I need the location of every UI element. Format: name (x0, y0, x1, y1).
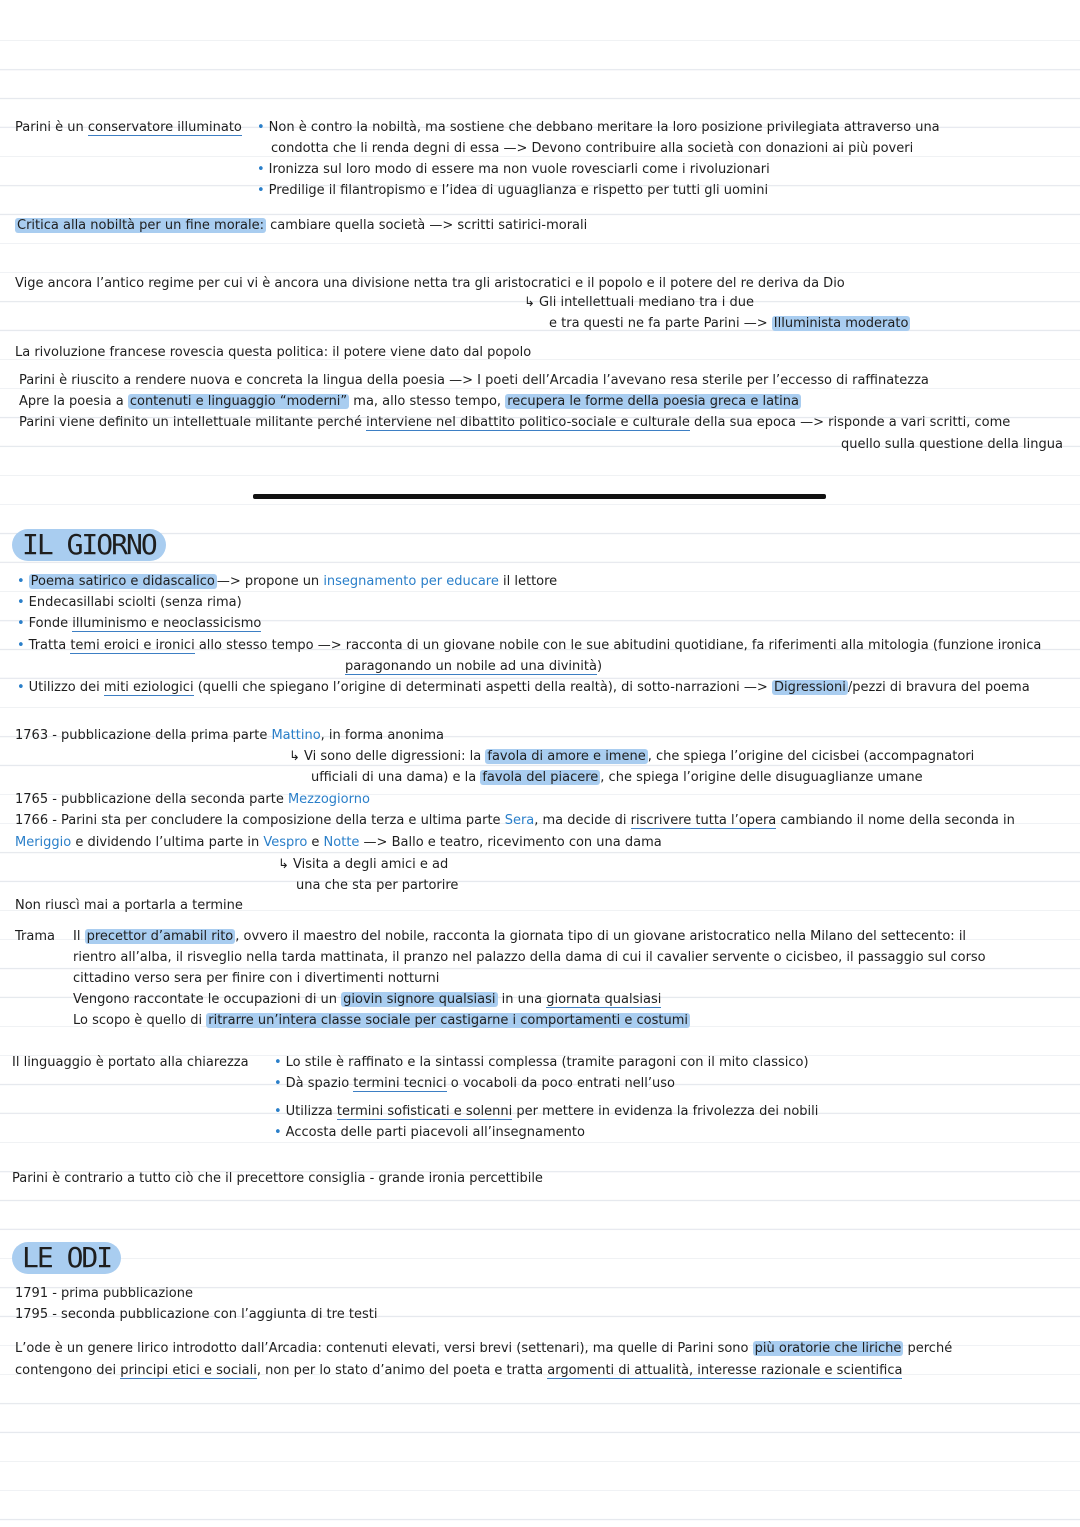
bullet-item: • Predilige il filantropismo e l’idea di uguaglianza e rispetto per tutti gli uomini (257, 183, 769, 198)
highlight: Digressioni (773, 680, 846, 695)
underlined-term: termini tecnici (353, 1076, 447, 1091)
vige-line: Vige ancora l’antico regime per cui vi è ancora una divisione netta tra gli aristocratici e il popolo e il potere del re deriva da Dio (15, 276, 845, 291)
text: perché (903, 1341, 953, 1356)
text: e tra questi ne fa parte Parini —> (549, 316, 772, 331)
text: allo stesso tempo —> racconta di un giovane nobile con le sue abitudini quotidiane, fa riferimenti alla mitologia (funzione ironica (194, 638, 1042, 653)
bullet-item: • Dà spazio termini tecnici o vocaboli da poco entrati nell’uso (274, 1076, 676, 1091)
blue-text: Meriggio (15, 835, 72, 850)
bullet-item: • Fonde illuminismo e neoclassicismo (17, 616, 262, 631)
bullet-item: • Tratta temi eroici e ironici allo stesso tempo —> racconta di un giovane nobile con le sue abitudini quotidiane, fa riferimenti alla mitologia (funzione ironica (17, 638, 1042, 653)
trama-label: Trama (15, 929, 55, 944)
bullet-item: • Poema satirico e didascalico —> propone un insegnamento per educare il lettore (17, 574, 558, 589)
highlight: Illuminista moderato (773, 316, 909, 331)
tra-questi-line (549, 315, 910, 333)
text: L’ode è un genere lirico introdotto dall’Arcadia: contenuti elevati, versi brevi (settenari), ma quelle di Parini sono (15, 1341, 753, 1356)
odi-title: LE ODI (12, 1242, 121, 1274)
blue-text: Vespro (263, 835, 308, 850)
highlight: giovin signore qualsiasi (343, 992, 496, 1007)
text: , ovvero il maestro del nobile, racconta la giornata tipo di un giovane aristocratico nella Milano del settecento: il (235, 929, 967, 944)
text: ufficiali di una dama) e la (311, 770, 481, 785)
bullet-item: • Non è contro la nobiltà, ma sostiene che debbano meritare la loro posizione privilegiata attraverso una (257, 120, 940, 135)
apre-line (19, 393, 801, 411)
blue-text: Notte (323, 835, 360, 850)
bullet-item: • Utilizzo dei miti eziologici (quelli che spiegano l’origine di determinati aspetti della realtà), di sotto-narrazioni —> Digressioni /pezzi di bravura del poema (17, 680, 1030, 695)
text: 1765 - pubblicazione della seconda parte (15, 792, 288, 807)
digressioni-line-2 (311, 769, 923, 787)
y1795-line: 1795 - seconda pubblicazione con l’aggiunta di tre testi (15, 1307, 378, 1322)
text: Utilizza (285, 1104, 337, 1119)
underlined-term: principi etici e sociali (120, 1363, 257, 1378)
text: cambiando il nome della seconda in (776, 813, 1015, 828)
non-riusci-line: Non riuscì mai a portarla a termine (15, 898, 243, 913)
text: ↳ Vi sono delle digressioni: la (289, 749, 486, 764)
y1763-line (15, 727, 444, 745)
text: , non per lo stato d’animo del poeta e tratta (256, 1363, 548, 1378)
ode-line-2 (15, 1362, 902, 1380)
underlined-term: argomenti di attualità, interesse razionale e scientifica (547, 1363, 903, 1378)
text: , in forma anonima (320, 728, 444, 743)
underlined-term: illuminismo e neoclassicismo (72, 616, 262, 631)
highlight: recupera le forme della poesia greca e latina (507, 394, 799, 409)
section-divider (253, 494, 826, 499)
blue-text: Sera (504, 813, 535, 828)
bullet-item: • Accosta delle parti piacevoli all’insegnamento (274, 1125, 585, 1140)
text: (quelli che spiegano l’origine di determinati aspetti della realtà), di sotto-narrazioni —> (193, 680, 772, 695)
text: ma, allo stesso tempo, (349, 394, 506, 409)
y1791-line: 1791 - prima pubblicazione (15, 1286, 193, 1301)
highlight: contenuti e linguaggio “moderni” (129, 394, 348, 409)
underlined-term: riscrivere tutta l’opera (630, 813, 777, 828)
highlight: favola di amore e imene (487, 749, 646, 764)
highlight: precettor d’amabil rito (86, 929, 234, 944)
questione-line: quello sulla questione della lingua (841, 437, 1063, 452)
intellettuali-line: ↳ Gli intellettuali mediano tra i due (524, 295, 754, 310)
text: 1763 - pubblicazione della prima parte (15, 728, 272, 743)
linguaggio-label: Il linguaggio è portato alla chiarezza (12, 1055, 249, 1070)
text: il lettore (498, 574, 558, 589)
contrario-line: Parini è contrario a tutto ciò che il precettore consiglia - grande ironia percettibile (12, 1171, 543, 1186)
text: Accosta delle parti piacevoli all’insegnamento (285, 1125, 585, 1140)
text: , ma decide di (534, 813, 631, 828)
text: in una (497, 992, 547, 1007)
text: contengono dei (15, 1363, 121, 1378)
underlined-term: termini sofisticati e solenni (336, 1104, 513, 1119)
trama-line-3: cittadino verso sera per finire con i divertimenti notturni (73, 971, 440, 986)
visita-line: ↳ Visita a degli amici e ad (278, 857, 449, 872)
text: o vocaboli da poco entrati nell’uso (446, 1076, 676, 1091)
underlined-term: paragonando un nobile ad una divinità (345, 659, 597, 674)
text: , che spiega l’origine del cicisbei (accompagnatori (647, 749, 975, 764)
text: Fonde (28, 616, 73, 631)
ode-line-1 (15, 1340, 952, 1358)
partorire-line: una che sta per partorire (296, 878, 459, 893)
bullet-continuation (271, 140, 913, 158)
text: e (307, 835, 324, 850)
text: Vengono raccontate le occupazioni di un (73, 992, 342, 1007)
bullet-item: • Lo stile è raffinato e la sintassi complessa (tramite paragoni con il mito classico) (274, 1055, 809, 1070)
blue-text: insegnamento per educare (323, 574, 499, 589)
rivoluzione-line: La rivoluzione francese rovescia questa politica: il potere viene dato dal popolo (15, 345, 532, 360)
text: —> propone un (216, 574, 324, 589)
y1765-line (15, 791, 370, 809)
text: della sua epoca —> risponde a vari scritti, come (689, 415, 1011, 430)
digressioni-line (289, 748, 974, 766)
text: Lo stile è raffinato e la sintassi complessa (tramite paragoni con il mito classico) (285, 1055, 809, 1070)
bullet-item: • Ironizza sul loro modo di essere ma non vuole rovesciarli come i rivoluzionari (257, 162, 770, 177)
underlined-term: conservatore illuminato (87, 120, 242, 135)
text: Dà spazio (285, 1076, 354, 1091)
lingua-line: Parini è riuscito a rendere nuova e concreta la lingua della poesia —> I poeti dell’Arcadia l’avevano resa sterile per l’eccesso di raffinatezza (19, 373, 929, 388)
highlight: ritrarre un’intera classe sociale per castigarne i comportamenti e costumi (208, 1013, 689, 1028)
underlined-term: interviene nel dibattito politico-sociale e culturale (366, 415, 690, 430)
y1766-line (15, 812, 1015, 830)
blue-text: Mezzogiorno (287, 792, 370, 807)
text: condotta che li renda degni di essa —> Devono contribuire alla società con donazioni ai più poveri (271, 141, 914, 156)
trama-line-4 (73, 991, 661, 1009)
highlight: Critica alla nobiltà per un fine morale: (17, 218, 264, 233)
text: Lo scopo è quello di (73, 1013, 207, 1028)
text: —> Ballo e teatro, ricevimento con una dama (359, 835, 662, 850)
bullet-item: • Utilizza termini sofisticati e solenni per mettere in evidenza la frivolezza dei nobili (274, 1104, 819, 1119)
text: Apre la poesia a (19, 394, 128, 409)
highlight: più oratorie che liriche (754, 1341, 902, 1356)
militante-line (19, 414, 1010, 432)
text: Tratta (28, 638, 71, 653)
trama-line-5 (73, 1012, 690, 1030)
underlined-term: giornata qualsiasi (546, 992, 662, 1007)
text: Non è contro la nobiltà, ma sostiene che debbano meritare la loro posizione privilegiata attraverso una (268, 120, 940, 135)
text: 1766 - Parini sta per concludere la composizione della terza e ultima parte (15, 813, 505, 828)
bullet-continuation (345, 658, 602, 676)
text: Predilige il filantropismo e l’idea di uguaglianza e rispetto per tutti gli uomini (268, 183, 769, 198)
meriggio-line (15, 834, 662, 852)
highlight: favola del piacere (482, 770, 599, 785)
text: /pezzi di bravura del poema (847, 680, 1030, 695)
giorno-title: IL GIORNO (12, 529, 166, 561)
text: e dividendo l’ultima parte in (71, 835, 264, 850)
text: Utilizzo dei (28, 680, 104, 695)
text: Parini è un (15, 120, 88, 135)
parini-conservatore-label (15, 119, 242, 137)
bullet-item: • Endecasillabi sciolti (senza rima) (17, 595, 242, 610)
text: ) (596, 659, 603, 674)
blue-text: Mattino (271, 728, 321, 743)
trama-line-1 (73, 928, 966, 946)
text: Ironizza sul loro modo di essere ma non vuole rovesciarli come i rivoluzionari (268, 162, 770, 177)
highlight: Poema satirico e didascalico (30, 574, 215, 589)
text: , che spiega l’origine delle disuguaglianze umane (600, 770, 923, 785)
text: per mettere in evidenza la frivolezza dei nobili (512, 1104, 819, 1119)
critica-line (15, 217, 587, 235)
trama-line-2: rientro all’alba, il risveglio nella tarda mattinata, il pranzo nel palazzo della dama di cui il cavalier servente o cicisbeo, il passaggio sul corso (73, 950, 986, 965)
underlined-term: temi eroici e ironici (70, 638, 195, 653)
text: cambiare quella società —> scritti satirici-morali (265, 218, 588, 233)
text: Parini viene definito un intellettuale militante perché (19, 415, 367, 430)
text: Il (73, 929, 85, 944)
underlined-term: miti eziologici (103, 680, 194, 695)
text: Endecasillabi sciolti (senza rima) (28, 595, 242, 610)
